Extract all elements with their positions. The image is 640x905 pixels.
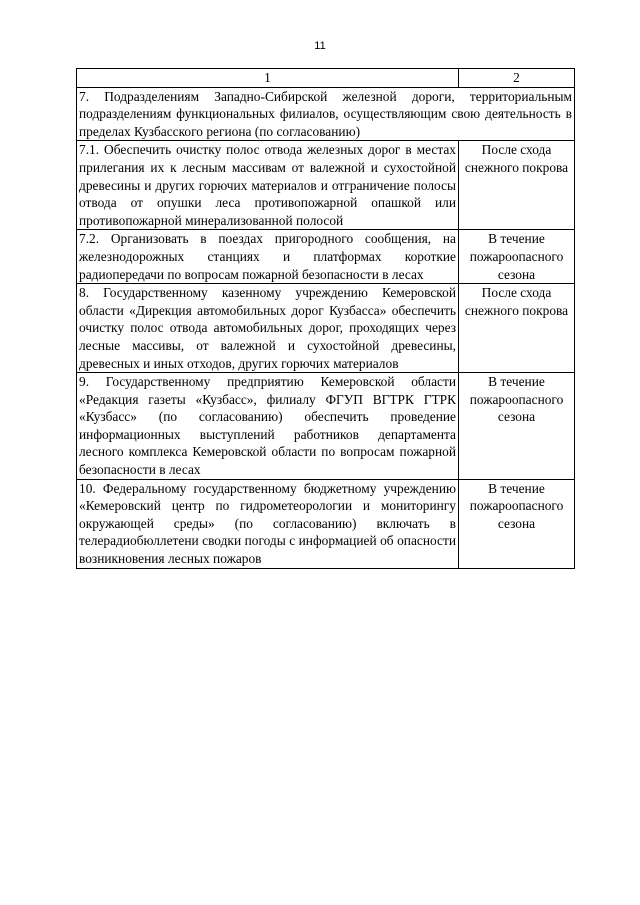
group-heading: 7. Подразделениям Западно-Сибирской железной дороги, территориальным подразделениям функциональных филиалов, осуществляющим свою деятельность в пределах Кузбасского региона (по согласованию) bbox=[77, 87, 575, 141]
column-header-2: 2 bbox=[459, 69, 575, 88]
task-cell: 10. Федеральному государственному бюджетному учреждению «Кемеровский центр по гидрометеорологии и мониторингу окружающей среды» (по согласованию) включать в телерадиобюллетени сводки погоды с информацией об опасности возникновения лесных пожаров bbox=[77, 479, 459, 568]
table-row bbox=[77, 373, 575, 480]
term-cell: В течение пожароопасного сезона bbox=[459, 479, 575, 568]
table-row bbox=[77, 230, 575, 284]
term-cell: После схода снежного покрова bbox=[459, 284, 575, 373]
term-cell: В течение пожароопасного сезона bbox=[459, 373, 575, 480]
table-group-row bbox=[77, 87, 575, 141]
column-header-1: 1 bbox=[77, 69, 459, 88]
table-row bbox=[77, 284, 575, 373]
term-cell: В течение пожароопасного сезона bbox=[459, 230, 575, 284]
page-number: 11 bbox=[314, 40, 326, 52]
table-row bbox=[77, 141, 575, 230]
table-row bbox=[77, 479, 575, 568]
task-cell: 9. Государственному предприятию Кемеровской области «Редакция газеты «Кузбасс», филиалу ФГУП ВГТРК ГТРК «Кузбасс» (по согласованию) обеспечить проведение информационных выступлений работников департамента лесного комплекса Кемеровской области по вопросам пожарной безопасности в лесах bbox=[77, 373, 459, 480]
task-cell: 8. Государственному казенному учреждению Кемеровской области «Дирекция автомобильных дорог Кузбасса» обеспечить очистку полос отвода автомобильных дорог, проходящих через лесные массивы, от валежной и сухостойной древесины, древесных и иных отходов, других горючих материалов bbox=[77, 284, 459, 373]
term-cell: После схода снежного покрова bbox=[459, 141, 575, 230]
task-cell: 7.1. Обеспечить очистку полос отвода железных дорог в местах прилегания их к лесным массивам от валежной и сухостойной древесины и других горючих материалов и отграничение полосы отвода от опушки леса противопожарной опашкой или противопожарной минерализованной полосой bbox=[77, 141, 459, 230]
measures-table bbox=[76, 68, 575, 569]
task-cell: 7.2. Организовать в поездах пригородного сообщения, на железнодорожных станциях и платформах короткие радиопередачи по вопросам пожарной безопасности в лесах bbox=[77, 230, 459, 284]
table-header-row bbox=[77, 69, 575, 88]
